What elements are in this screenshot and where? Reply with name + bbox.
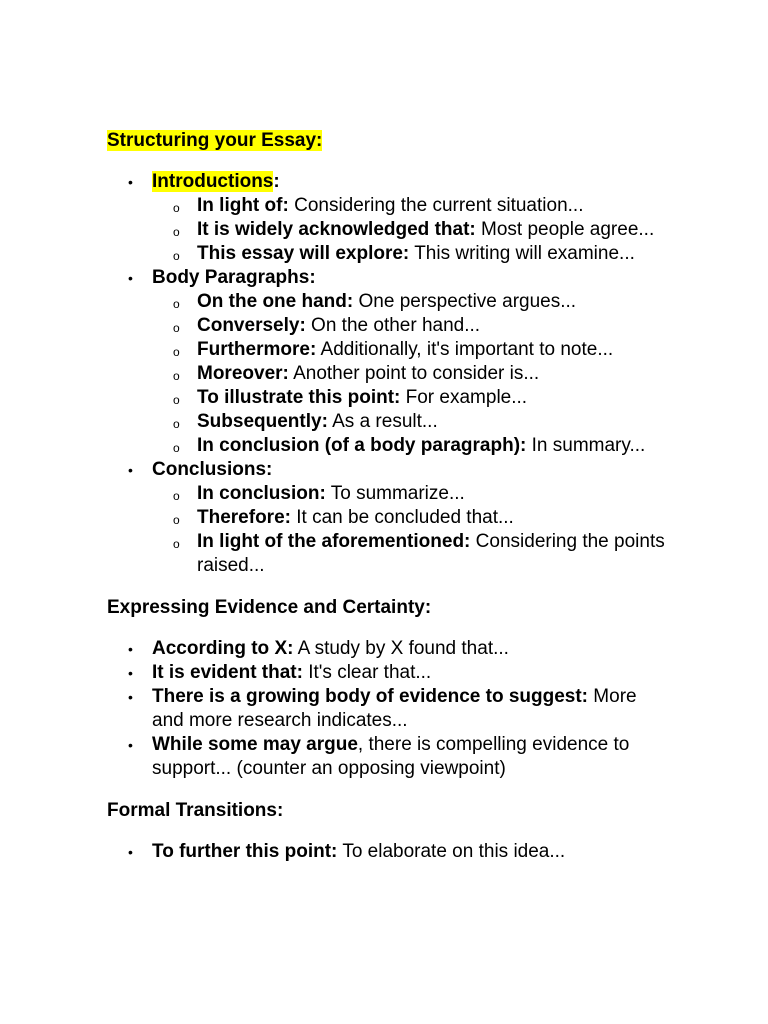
circle-bullet-icon: o	[173, 201, 180, 215]
list-item: o In light of the aforementioned: Considering the points raised...	[173, 531, 665, 576]
transitions-list	[107, 840, 667, 864]
circle-bullet-icon: o	[173, 369, 180, 383]
list-item: o Furthermore: Additionally, it's important to note...	[152, 338, 667, 362]
introductions-label: Introductions	[152, 171, 274, 192]
list-item: o Moreover: Another point to consider is...	[152, 362, 667, 386]
list-item-conclusions	[107, 458, 667, 578]
structuring-heading	[107, 129, 667, 153]
document-page	[107, 129, 667, 864]
list-item: o Therefore: It can be concluded that...	[152, 506, 667, 530]
list-item: • There is a growing body of evidence to suggest: More and more research indicates...	[128, 686, 637, 731]
circle-bullet-icon: o	[173, 225, 180, 239]
list-item: o Conversely: On the other hand...	[152, 314, 667, 338]
circle-bullet-icon: o	[173, 345, 180, 359]
list-item: • To further this point: To elaborate on this idea...	[128, 841, 566, 862]
list-item: • While some may argue, there is compelling evidence to support... (counter an opposing viewpoint)	[128, 734, 630, 779]
list-item: o To illustrate this point: For example...	[152, 386, 667, 410]
bullet-icon: •	[128, 665, 133, 681]
circle-bullet-icon: o	[173, 321, 180, 335]
list-item: o This essay will explore: This writing will examine...	[152, 242, 667, 266]
structuring-heading-text: Structuring your Essay:	[107, 130, 323, 151]
list-item: • It is evident that: It's clear that...	[128, 662, 432, 683]
list-item-introductions: • Introductions: o In light of: Considering the current situation... o It is widely acknowledged that: Most people agree... o This essay will explore: This writing will examine...	[107, 170, 667, 266]
conclusions-label: Conclusions:	[152, 459, 273, 480]
bullet-icon: •	[128, 174, 133, 190]
bullet-icon: •	[128, 689, 133, 705]
circle-bullet-icon: o	[173, 249, 180, 263]
bullet-icon: •	[128, 270, 133, 286]
list-item-body-paragraphs	[107, 266, 667, 458]
circle-bullet-icon: o	[173, 393, 180, 407]
list-item: o Subsequently: As a result...	[152, 410, 667, 434]
bullet-icon: •	[128, 641, 133, 657]
circle-bullet-icon: o	[173, 417, 180, 431]
circle-bullet-icon: o	[173, 513, 180, 527]
evidence-list	[107, 637, 667, 781]
structuring-list	[107, 170, 667, 578]
list-item: o It is widely acknowledged that: Most people agree...	[152, 218, 667, 242]
list-item: o On the one hand: One perspective argues...	[152, 290, 667, 314]
bullet-icon: •	[128, 462, 133, 478]
body-sublist	[152, 290, 667, 458]
circle-bullet-icon: o	[173, 537, 180, 551]
list-item: o In conclusion (of a body paragraph): In summary...	[152, 434, 667, 458]
evidence-heading: Expressing Evidence and Certainty:	[107, 597, 432, 618]
list-item: • According to X: A study by X found that...	[128, 638, 509, 659]
circle-bullet-icon: o	[173, 489, 180, 503]
circle-bullet-icon: o	[173, 297, 180, 311]
body-paragraphs-label: Body Paragraphs:	[152, 267, 316, 288]
list-item: o In light of: Considering the current situation...	[152, 194, 667, 218]
bullet-icon: •	[128, 737, 133, 753]
bullet-icon: •	[128, 844, 133, 860]
circle-bullet-icon: o	[173, 441, 180, 455]
introductions-sublist	[152, 194, 667, 266]
transitions-heading: Formal Transitions:	[107, 800, 284, 821]
list-item: o In conclusion: To summarize...	[152, 482, 667, 506]
conclusions-sublist	[152, 482, 667, 578]
